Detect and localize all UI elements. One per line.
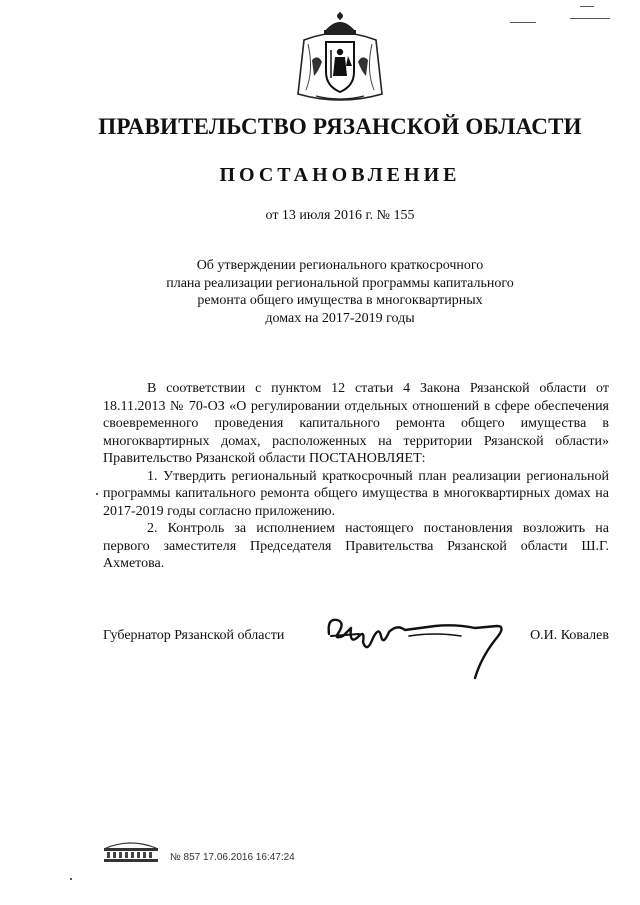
handwritten-signature [325, 606, 515, 682]
government-title: ПРАВИТЕЛЬСТВО РЯЗАНСКОЙ ОБЛАСТИ [98, 114, 582, 139]
subject-line: домах на 2017-2019 годы [265, 310, 415, 326]
signatory-name: О.И. Ковалев [530, 628, 609, 643]
body-paragraph-item-1: 1. Утвердить региональный краткосрочный план реализации региональной программы капитального ремонта общего имущества в многоквартирных домах на 2017-2019 годы согласно приложению. [103, 468, 609, 519]
subject-line: ремонта общего имущества в многоквартирных [197, 293, 483, 308]
subject-line: Об утверждении регионального краткосрочного [196, 258, 484, 273]
document-date: от 13 июля 2016 г. № 155 [265, 208, 415, 223]
scan-artifact [510, 22, 536, 23]
ryazan-coat-of-arms-icon [294, 10, 386, 106]
registration-stamp-text: № 857 17.06.2016 16:47:24 [170, 852, 295, 863]
scan-artifact [580, 6, 594, 7]
signatory-position: Губернатор Рязанской области [103, 628, 285, 643]
document-type: ПОСТАНОВЛЕНИЕ [219, 164, 461, 186]
body-paragraph-preamble: В соответствии с пунктом 12 статьи 4 Закона Рязанской области от 18.11.2013 № 70-ОЗ «О регулировании отдельных отношений в сфере обеспечения своевременного проведения капитального ремонта общего имущества в многоквартирных домах, расположенных на территории Рязанской области» Правительство Рязанской области ПОСТАНОВЛЯЕТ: [103, 381, 609, 466]
registry-stamp-icon [100, 838, 162, 864]
document-body [103, 380, 609, 573]
document-subject [150, 257, 530, 327]
scan-artifact [96, 493, 98, 495]
scan-artifact [570, 18, 610, 19]
body-paragraph-item-2: 2. Контроль за исполнением настоящего постановления возложить на первого заместителя Председателя Правительства Рязанской области Ш.Г. Ахметова. [103, 521, 609, 571]
scan-artifact [70, 878, 72, 880]
subject-line: плана реализации региональной программы капитального [166, 275, 514, 291]
